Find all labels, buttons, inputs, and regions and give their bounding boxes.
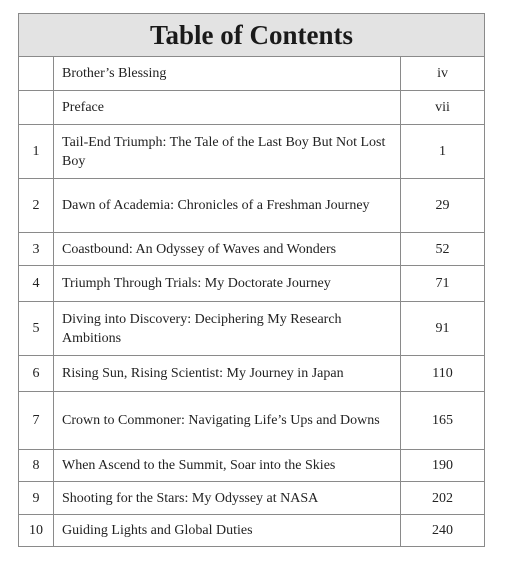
page-number: 91: [401, 302, 485, 356]
chapter-title: When Ascend to the Summit, Soar into the Skies: [54, 450, 401, 482]
page-number: 1: [401, 125, 485, 179]
toc-row: [19, 356, 485, 392]
chapter-title: Guiding Lights and Global Duties: [54, 515, 401, 547]
chapter-title: Brother’s Blessing: [54, 57, 401, 91]
chapter-title: Dawn of Academia: Chronicles of a Freshman Journey: [54, 179, 401, 233]
chapter-number: [19, 91, 54, 125]
chapter-title: Diving into Discovery: Deciphering My Research Ambitions: [54, 302, 401, 356]
chapter-number: 1: [19, 125, 54, 179]
toc-row: [19, 450, 485, 482]
toc-row: [19, 91, 485, 125]
toc-row: [19, 233, 485, 266]
page-number: vii: [401, 91, 485, 125]
page-number: 29: [401, 179, 485, 233]
toc-title: Table of Contents: [19, 14, 485, 57]
chapter-number: 9: [19, 482, 54, 515]
page-number: 110: [401, 356, 485, 392]
toc-row: [19, 57, 485, 91]
toc-header-row: [19, 14, 485, 57]
chapter-title: Triumph Through Trials: My Doctorate Journey: [54, 266, 401, 302]
chapter-title: Preface: [54, 91, 401, 125]
page-number: 52: [401, 233, 485, 266]
page-number: iv: [401, 57, 485, 91]
chapter-title: Rising Sun, Rising Scientist: My Journey in Japan: [54, 356, 401, 392]
toc-row: [19, 392, 485, 450]
toc-row: [19, 302, 485, 356]
chapter-number: 2: [19, 179, 54, 233]
chapter-number: 4: [19, 266, 54, 302]
chapter-title: Tail-End Triumph: The Tale of the Last Boy But Not Lost Boy: [54, 125, 401, 179]
toc-table: [18, 13, 485, 547]
chapter-number: 8: [19, 450, 54, 482]
chapter-number: 5: [19, 302, 54, 356]
page-number: 202: [401, 482, 485, 515]
toc-row: [19, 266, 485, 302]
page-number: 165: [401, 392, 485, 450]
chapter-number: 6: [19, 356, 54, 392]
chapter-number: 3: [19, 233, 54, 266]
chapter-title: Crown to Commoner: Navigating Life’s Ups and Downs: [54, 392, 401, 450]
page-number: 71: [401, 266, 485, 302]
chapter-number: 10: [19, 515, 54, 547]
chapter-number: 7: [19, 392, 54, 450]
toc-row: [19, 515, 485, 547]
toc-row: [19, 179, 485, 233]
chapter-number: [19, 57, 54, 91]
chapter-title: Shooting for the Stars: My Odyssey at NASA: [54, 482, 401, 515]
chapter-title: Coastbound: An Odyssey of Waves and Wonders: [54, 233, 401, 266]
toc-row: [19, 125, 485, 179]
page-number: 240: [401, 515, 485, 547]
page-number: 190: [401, 450, 485, 482]
toc-row: [19, 482, 485, 515]
